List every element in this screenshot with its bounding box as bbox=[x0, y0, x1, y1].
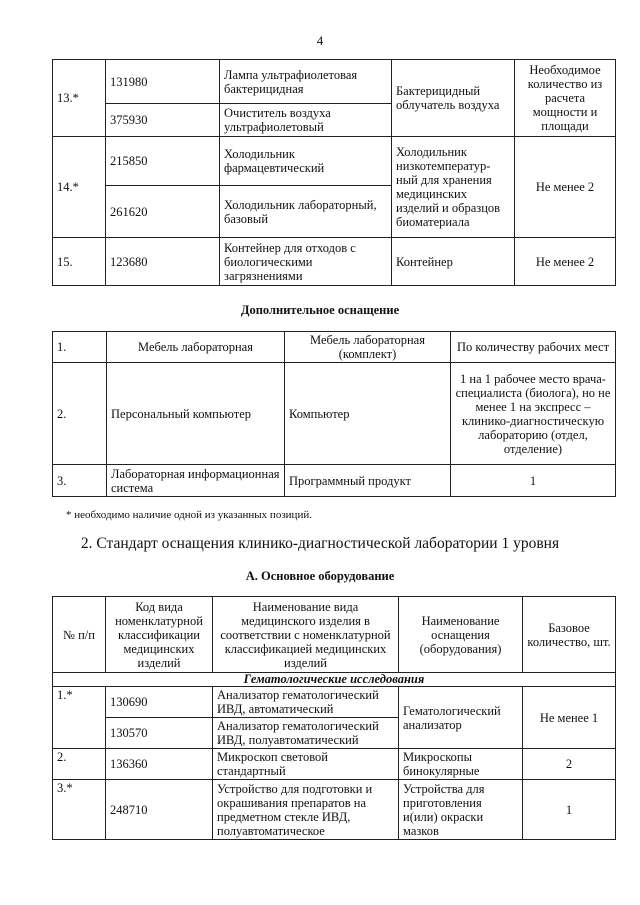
quantity-cell: 1 bbox=[523, 780, 616, 840]
name-cell: Устройство для подготовки и окрашивания препаратов на предметном стекле ИВД, полуавтоматическое bbox=[213, 780, 399, 840]
equipment-cell: Микроскопы бинокулярные bbox=[399, 749, 523, 780]
heading-main-equipment: А. Основное оборудование bbox=[245, 569, 395, 583]
code-cell: 261620 bbox=[106, 186, 220, 238]
name-cell: Лампа ультрафиолетовая бактерицидная bbox=[220, 60, 392, 104]
row-number: 14.* bbox=[53, 137, 106, 238]
code-cell: 130570 bbox=[106, 718, 213, 749]
name-cell: Контейнер для отходов с биологическими загрязнениями bbox=[220, 238, 392, 286]
header-quantity: Базовое количество, шт. bbox=[523, 597, 616, 673]
additional-equipment-table bbox=[52, 331, 616, 497]
name-cell: Холодильник фармацевтический bbox=[220, 137, 392, 186]
equipment-table-continued bbox=[52, 59, 616, 286]
equipment-cell: Контейнер bbox=[392, 238, 515, 286]
main-equipment-table bbox=[52, 596, 616, 840]
row-number: 15. bbox=[53, 238, 106, 286]
equipment-cell: Устройства для приготовления и(или) окраски мазков bbox=[399, 780, 523, 840]
row-number: 3.* bbox=[53, 780, 106, 840]
quantity-cell: 2 bbox=[523, 749, 616, 780]
header-number: № п/п bbox=[53, 597, 106, 673]
name-cell: Анализатор гематологический ИВД, полуавтоматический bbox=[213, 718, 399, 749]
equipment-cell: Компьютер bbox=[285, 363, 451, 465]
quantity-cell: Не менее 1 bbox=[523, 687, 616, 749]
equipment-cell: Бактерицидный облучатель воздуха bbox=[392, 60, 515, 137]
equipment-cell: Холодильник низкотемператур-ный для хранения медицинских изделий и образцов биоматериала bbox=[392, 137, 515, 238]
footnote: * необходимо наличие одной из указанных позиций. bbox=[66, 509, 312, 521]
row-number: 1. bbox=[53, 332, 107, 363]
code-cell: 131980 bbox=[106, 60, 220, 104]
quantity-cell: Не менее 2 bbox=[515, 137, 616, 238]
name-cell: Мебель лабораторная bbox=[107, 332, 285, 363]
row-number: 13.* bbox=[53, 60, 106, 137]
equipment-cell: Гематологический анализатор bbox=[399, 687, 523, 749]
quantity-cell: Не менее 2 bbox=[515, 238, 616, 286]
quantity-cell: 1 bbox=[451, 465, 616, 497]
code-cell: 136360 bbox=[106, 749, 213, 780]
group-header: Гематологические исследования bbox=[53, 673, 616, 687]
name-cell: Очиститель воздуха ультрафиолетовый bbox=[220, 104, 392, 137]
heading-additional-equipment: Дополнительное оснащение bbox=[240, 303, 400, 317]
quantity-cell: 1 на 1 рабочее место врача-специалиста (биолога), но не менее 1 на экспресс – клинико-диагностическую лабораторию (отдел, отделение) bbox=[451, 363, 616, 465]
header-code: Код вида номенклатурной классификации медицинских изделий bbox=[106, 597, 213, 673]
header-equipment: Наименование оснащения (оборудования) bbox=[399, 597, 523, 673]
name-cell: Холодильник лабораторный, базовый bbox=[220, 186, 392, 238]
code-cell: 123680 bbox=[106, 238, 220, 286]
name-cell: Лабораторная информационная система bbox=[107, 465, 285, 497]
row-number: 3. bbox=[53, 465, 107, 497]
quantity-cell: Необходимое количество из расчета мощности и площади bbox=[515, 60, 616, 137]
page-number: 4 bbox=[316, 33, 324, 48]
equipment-cell: Мебель лабораторная (комплект) bbox=[285, 332, 451, 363]
header-name: Наименование вида медицинского изделия в соответствии с номенклатурной классификацией медицинских изделий bbox=[213, 597, 399, 673]
row-number: 2. bbox=[53, 749, 106, 780]
row-number: 1.* bbox=[53, 687, 106, 749]
name-cell: Анализатор гематологический ИВД, автоматический bbox=[213, 687, 399, 718]
name-cell: Микроскоп световой стандартный bbox=[213, 749, 399, 780]
quantity-cell: По количеству рабочих мест bbox=[451, 332, 616, 363]
code-cell: 248710 bbox=[106, 780, 213, 840]
name-cell: Персональный компьютер bbox=[107, 363, 285, 465]
code-cell: 130690 bbox=[106, 687, 213, 718]
section-title: 2. Стандарт оснащения клинико-диагностической лаборатории 1 уровня bbox=[80, 535, 560, 552]
equipment-cell: Программный продукт bbox=[285, 465, 451, 497]
code-cell: 215850 bbox=[106, 137, 220, 186]
code-cell: 375930 bbox=[106, 104, 220, 137]
row-number: 2. bbox=[53, 363, 107, 465]
